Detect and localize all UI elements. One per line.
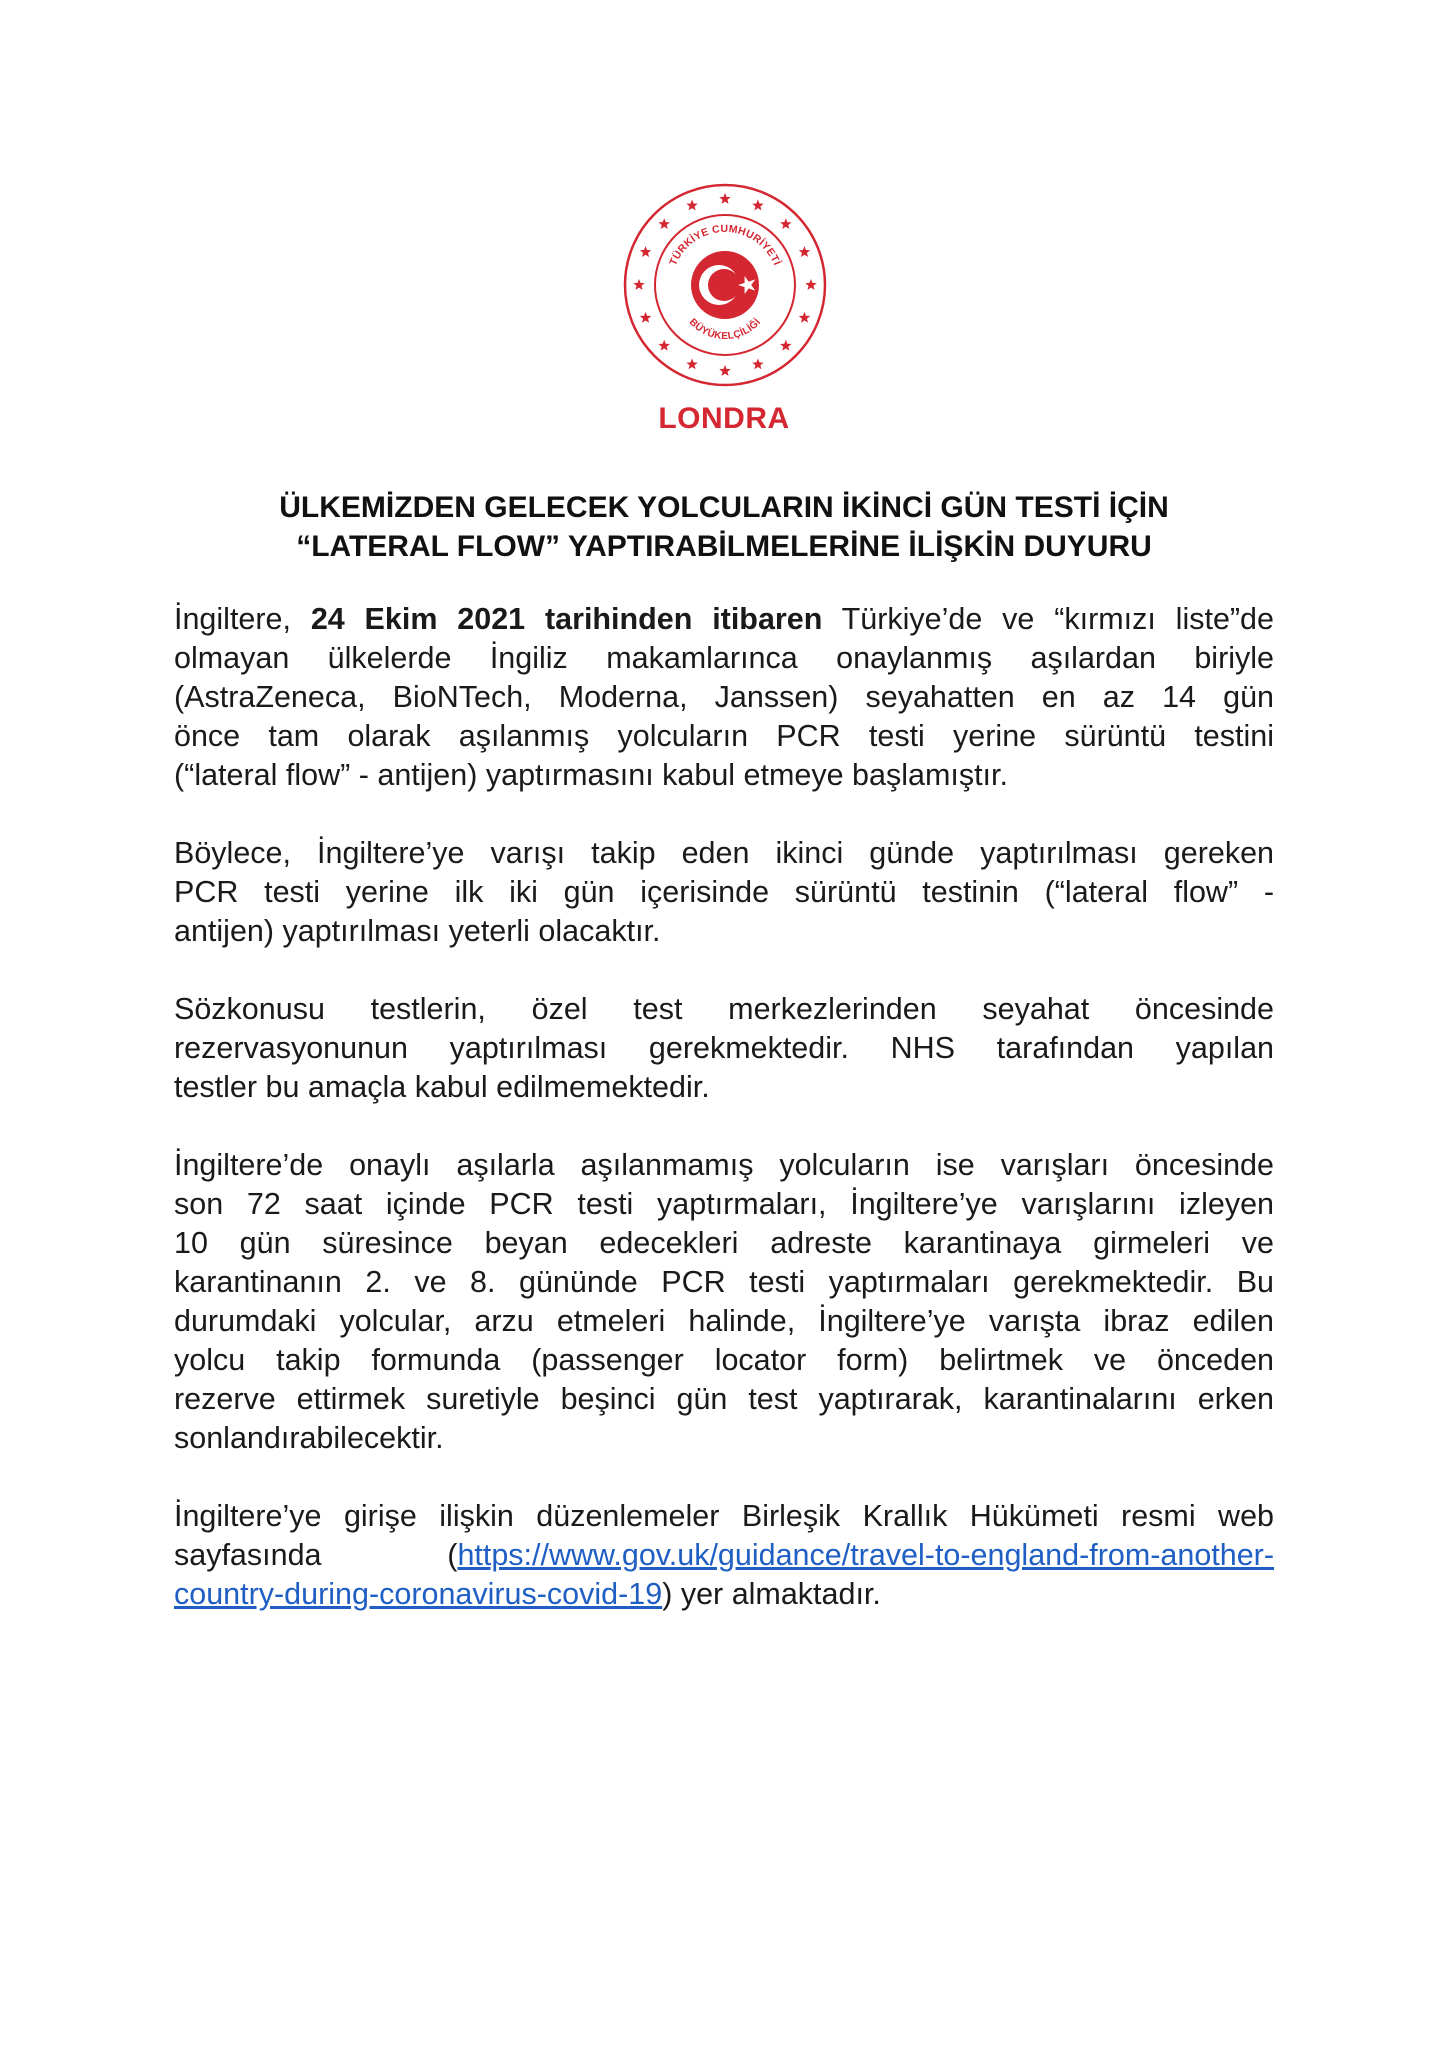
paragraph-2: [174, 834, 1274, 951]
star-icon: [686, 200, 697, 211]
text-run: ) yer almaktadır.: [662, 1577, 881, 1611]
emblem-top-text: TÜRKİYE CUMHURİYETİ: [667, 222, 783, 268]
star-icon: [640, 312, 651, 323]
city-label: LONDRA: [658, 402, 790, 435]
paragraph-line: (“lateral flow” - antijen) yaptırmasını kabul etmeye başlamıştır.: [174, 758, 1008, 792]
star-icon: [658, 218, 669, 229]
star-icon: [752, 200, 763, 211]
star-icon: [780, 218, 791, 229]
paragraph-line: yolcu takip formunda (passenger locator form) belirtmek ve önceden: [174, 1343, 1274, 1377]
title-line-1: ÜLKEMİZDEN GELECEK YOLCULARIN İKİNCİ GÜN TESTİ İÇİN: [279, 491, 1169, 524]
announcement-title: [170, 488, 1278, 566]
paragraph-line: önce tam olarak aşılanmış yolcuların PCR testi yerine sürüntü testini: [174, 719, 1274, 753]
paragraph-line: 10 gün süresince beyan edecekleri adreste karantinaya girmeleri ve: [174, 1226, 1274, 1260]
embassy-emblem-logo: [620, 180, 830, 390]
paragraph-line: olmayan ülkelerde İngiliz makamlarınca onaylanmış aşılardan biriyle: [174, 641, 1274, 675]
paragraph-line: [174, 600, 1274, 639]
star-icon: [780, 340, 791, 351]
text-run: İngiltere,: [174, 602, 311, 636]
star-icon: [719, 193, 730, 204]
paragraph-5: [174, 1497, 1274, 1614]
crescent-inner: [708, 269, 740, 301]
gov-uk-guidance-link-continued[interactable]: country-during-coronavirus-covid-19: [174, 1577, 663, 1611]
gov-uk-guidance-link[interactable]: https://www.gov.uk/guidance/travel-to-england-from-another-: [457, 1538, 1274, 1572]
paragraph-line: durumdaki yolcular, arzu etmeleri halinde, İngiltere’ye varışta ibraz edilen: [174, 1304, 1274, 1338]
paragraph-line: [174, 1536, 1274, 1575]
star-icon: [799, 312, 810, 323]
paragraph-line: [174, 1575, 1274, 1614]
paragraph-line: karantinanın 2. ve 8. gününde PCR testi yaptırmaları gerekmektedir. Bu: [174, 1265, 1274, 1299]
paragraph-line: antijen) yaptırılması yeterli olacaktır.: [174, 914, 661, 948]
paragraph-line: PCR testi yerine ilk iki gün içerisinde sürüntü testinin (“lateral flow” -: [174, 875, 1274, 909]
paragraph-1: [174, 600, 1274, 795]
paragraph-line: Böylece, İngiltere’ye varışı takip eden ikinci günde yaptırılması gereken: [174, 836, 1274, 870]
paragraph-line: rezerve ettirmek suretiyle beşinci gün test yaptırarak, karantinalarını erken: [174, 1382, 1274, 1416]
text-run: Türkiye’de ve “kırmızı liste”de: [822, 602, 1274, 636]
star-icon: [686, 358, 697, 369]
paragraph-4: [174, 1146, 1274, 1458]
emblem-bottom-text: BÜYÜKELÇİLİĞİ: [686, 316, 764, 343]
star-icon: [752, 358, 763, 369]
paragraph-line: son 72 saat içinde PCR testi yaptırmaları, İngiltere’ye varışlarını izleyen: [174, 1187, 1274, 1221]
paragraph-line: Sözkonusu testlerin, özel test merkezlerinden seyahat öncesinde: [174, 992, 1274, 1026]
title-line-2: “LATERAL FLOW” YAPTIRABİLMELERİNE İLİŞKİN DUYURU: [296, 530, 1152, 563]
star-icon: [658, 340, 669, 351]
paragraph-line: İngiltere’ye girişe ilişkin düzenlemeler Birleşik Krallık Hükümeti resmi web: [174, 1499, 1274, 1533]
paragraph-line: testler bu amaçla kabul edilmemektedir.: [174, 1070, 710, 1104]
paragraph-3: [174, 990, 1274, 1107]
star-icon: [640, 246, 651, 257]
text-run: sayfasında (: [174, 1538, 458, 1572]
star-icon: [633, 279, 644, 290]
star-icon: [805, 279, 816, 290]
paragraph-line: rezervasyonunun yaptırılması gerekmektedir. NHS tarafından yapılan: [174, 1031, 1274, 1065]
paragraph-line: (AstraZeneca, BioNTech, Moderna, Janssen) seyahatten en az 14 gün: [174, 680, 1274, 714]
effective-date: 24 Ekim 2021 tarihinden itibaren: [310, 602, 823, 636]
paragraph-line: sonlandırabilecektir.: [174, 1421, 444, 1455]
announcement-body: [174, 600, 1274, 1653]
paragraph-line: İngiltere’de onaylı aşılarla aşılanmamış yolcuların ise varışları öncesinde: [174, 1148, 1274, 1182]
star-icon: [799, 246, 810, 257]
star-icon: [719, 365, 730, 376]
